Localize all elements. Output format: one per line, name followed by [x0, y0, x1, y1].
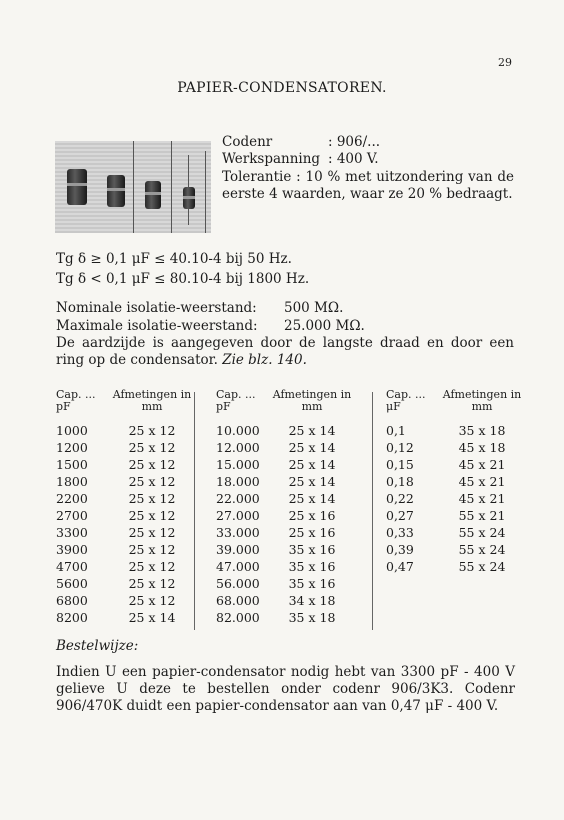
dimensions-cell: 25 x 12	[128, 440, 176, 455]
capacity-cell: 3300	[56, 525, 88, 540]
table-row	[386, 507, 522, 524]
header-capacity: Cap. ... pF	[216, 388, 256, 413]
dimensions-cell: 45 x 21	[458, 491, 506, 506]
header-capacity: Cap. ... μF	[386, 388, 426, 413]
table-row	[386, 490, 522, 507]
capacity-cell: 1800	[56, 474, 88, 489]
dimensions-cell: 55 x 24	[458, 542, 506, 557]
dimensions-cell: 35 x 16	[288, 542, 336, 557]
bestelwijze-text: Indien U een papier-condensator nodig hebt van 3300 pF - 400 V gelieve U deze te bestellen onder codenr 906/3K3. Codenr 906/470K duidt een papier-condensator aan van 0,47 μF - 400 V.	[56, 664, 515, 714]
dimensions-cell: 25 x 14	[288, 474, 336, 489]
capacity-cell: 33.000	[216, 525, 260, 540]
table-row	[56, 524, 192, 541]
dimensions-cell: 25 x 12	[128, 457, 176, 472]
table-row	[56, 609, 192, 626]
spec-tolerantie: Tolerantie : 10 % met uitzondering van de eerste 4 waarden, waar ze 20 % bedraagt.	[222, 169, 514, 202]
spec-value: : 400 V.	[328, 151, 379, 167]
table-row	[56, 541, 192, 558]
dimensions-cell: 25 x 14	[288, 491, 336, 506]
table-row	[386, 524, 522, 541]
capacity-cell: 8200	[56, 610, 88, 625]
capacity-cell: 68.000	[216, 593, 260, 608]
table-row	[56, 592, 192, 609]
dimensions-cell: 35 x 18	[458, 423, 506, 438]
dimensions-cell: 25 x 12	[128, 423, 176, 438]
table-row	[386, 558, 522, 575]
table-row	[56, 422, 192, 439]
isolation-maximal	[56, 318, 365, 334]
capacity-cell: 2200	[56, 491, 88, 506]
table-row	[56, 507, 192, 524]
capacity-cell: 4700	[56, 559, 88, 574]
table-row	[216, 609, 352, 626]
dimensions-cell: 25 x 12	[128, 542, 176, 557]
capacity-cell: 39.000	[216, 542, 260, 557]
capacity-cell: 22.000	[216, 491, 260, 506]
capacity-cell: 82.000	[216, 610, 260, 625]
capacity-cell: 0,22	[386, 491, 414, 506]
isolation-label: Maximale isolatie-weerstand:	[56, 318, 258, 334]
spec-label: Werkspanning	[222, 151, 321, 167]
dimensions-cell: 25 x 14	[288, 423, 336, 438]
table-row	[216, 592, 352, 609]
dimensions-cell: 25 x 14	[288, 440, 336, 455]
table-header	[216, 389, 352, 413]
capacity-cell: 0,1	[386, 423, 406, 438]
table-row	[56, 558, 192, 575]
table-row	[216, 524, 352, 541]
table-row	[386, 422, 522, 439]
capacity-cell: 12.000	[216, 440, 260, 455]
dimensions-cell: 45 x 18	[458, 440, 506, 455]
capacity-cell: 2700	[56, 508, 88, 523]
dimensions-cell: 35 x 18	[288, 610, 336, 625]
capacity-cell: 18.000	[216, 474, 260, 489]
table-row	[56, 439, 192, 456]
capacity-cell: 0,12	[386, 440, 414, 455]
capacity-cell: 0,15	[386, 457, 414, 472]
page-number: 29	[498, 56, 512, 69]
earth-note	[56, 335, 514, 369]
table-pf-low	[56, 389, 192, 626]
table-uf	[386, 389, 522, 575]
capacity-cell: 27.000	[216, 508, 260, 523]
capacity-cell: 47.000	[216, 559, 260, 574]
table-row	[386, 541, 522, 558]
capacity-cell: 6800	[56, 593, 88, 608]
dimensions-cell: 34 x 18	[288, 593, 336, 608]
column-divider	[194, 392, 195, 630]
dimensions-cell: 55 x 24	[458, 525, 506, 540]
header-dimensions: Afmetingen in mm	[112, 388, 192, 413]
capacity-cell: 10.000	[216, 423, 260, 438]
table-row	[216, 473, 352, 490]
capacity-cell: 5600	[56, 576, 88, 591]
capacity-cell: 0,33	[386, 525, 414, 540]
page-title: PAPIER-CONDENSATOREN.	[177, 80, 387, 96]
dimensions-cell: 25 x 12	[128, 593, 176, 608]
table-row	[216, 558, 352, 575]
capacity-cell: 1200	[56, 440, 88, 455]
isolation-value: 25.000 MΩ.	[284, 318, 365, 334]
capacity-cell: 3900	[56, 542, 88, 557]
spec-label: Codenr	[222, 134, 273, 150]
table-row	[386, 439, 522, 456]
dimensions-cell: 25 x 12	[128, 525, 176, 540]
dimensions-cell: 55 x 21	[458, 508, 506, 523]
dimensions-cell: 45 x 21	[458, 474, 506, 489]
capacity-cell: 15.000	[216, 457, 260, 472]
note-reference: Zie blz. 140.	[222, 352, 307, 368]
table-header	[56, 389, 192, 413]
dimensions-cell: 55 x 24	[458, 559, 506, 574]
header-capacity: Cap. ... pF	[56, 388, 96, 413]
table-row	[56, 473, 192, 490]
dimensions-cell: 35 x 16	[288, 576, 336, 591]
capacity-cell: 0,39	[386, 542, 414, 557]
table-row	[56, 575, 192, 592]
dimensions-cell: 25 x 12	[128, 474, 176, 489]
dimensions-cell: 25 x 12	[128, 508, 176, 523]
dimensions-cell: 25 x 12	[128, 559, 176, 574]
spec-werkspanning	[222, 151, 379, 168]
dimensions-cell: 25 x 16	[288, 525, 336, 540]
dimensions-cell: 25 x 14	[288, 457, 336, 472]
table-row	[216, 490, 352, 507]
dimensions-cell: 25 x 12	[128, 491, 176, 506]
capacity-cell: 56.000	[216, 576, 260, 591]
dimensions-cell: 35 x 16	[288, 559, 336, 574]
table-row	[216, 507, 352, 524]
header-dimensions: Afmetingen in mm	[272, 388, 352, 413]
header-dimensions: Afmetingen in mm	[442, 388, 522, 413]
dimensions-cell: 25 x 14	[128, 610, 176, 625]
table-row	[216, 575, 352, 592]
capacity-cell: 0,47	[386, 559, 414, 574]
isolation-label: Nominale isolatie-weerstand:	[56, 300, 257, 316]
table-row	[386, 473, 522, 490]
table-row	[216, 422, 352, 439]
capacitors-photo	[55, 141, 211, 233]
tg-line-1: Tg δ ≥ 0,1 μF ≤ 40.10-4 bij 50 Hz.	[56, 251, 292, 267]
table-row	[386, 456, 522, 473]
dimensions-cell: 25 x 16	[288, 508, 336, 523]
table-row	[216, 541, 352, 558]
table-row	[216, 456, 352, 473]
isolation-value: 500 MΩ.	[284, 300, 344, 316]
dimensions-cell: 25 x 12	[128, 576, 176, 591]
table-header	[386, 389, 522, 413]
spec-value: : 906/...	[328, 134, 381, 150]
table-row	[216, 439, 352, 456]
isolation-nominal	[56, 300, 343, 316]
table-pf-high	[216, 389, 352, 626]
column-divider	[372, 392, 373, 630]
bestelwijze-heading: Bestelwijze:	[56, 638, 139, 654]
capacity-cell: 1000	[56, 423, 88, 438]
note-text: De aardzijde is aangegeven door de langste draad en door een ring op de condensator.	[56, 335, 514, 368]
table-row	[56, 490, 192, 507]
capacity-cell: 1500	[56, 457, 88, 472]
table-row	[56, 456, 192, 473]
tg-line-2: Tg δ < 0,1 μF ≤ 80.10-4 bij 1800 Hz.	[56, 271, 310, 287]
dimensions-cell: 45 x 21	[458, 457, 506, 472]
spec-codenr	[222, 134, 380, 151]
capacity-cell: 0,27	[386, 508, 414, 523]
capacity-cell: 0,18	[386, 474, 414, 489]
